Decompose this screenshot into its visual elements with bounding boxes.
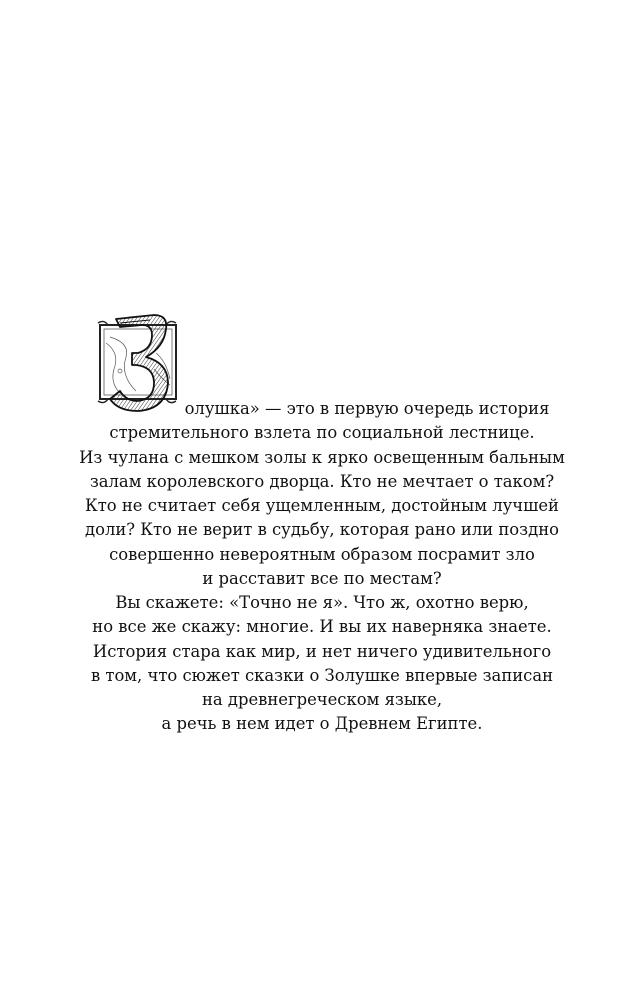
text-line: доли? Кто не верит в судьбу, которая рано или поздно	[84, 520, 559, 540]
text-line: Кто не считает себя ущемленным, достойным лучшей	[85, 496, 559, 515]
text-line: совершенно невероятным образом посрамит зло	[109, 544, 535, 564]
text-line: История стара как мир, и нет ничего удивительного	[92, 641, 552, 661]
text-line: в том, что сюжет сказки о Золушке впервые записан	[90, 665, 554, 685]
text-line: Вы скажете: «Точно не я». Что ж, охотно верю,	[115, 593, 529, 612]
text-line: а речь в нем идет о Древнем Египте.	[161, 714, 483, 734]
text-line: олушка» — это в первую очередь история	[184, 399, 550, 418]
body-text	[60, 397, 584, 737]
text-line: на древнегреческом языке,	[201, 690, 443, 709]
text-line: залам королевского дворца. Кто не мечтает о таком?	[89, 471, 555, 491]
text-line: стремительного взлета по социальной лестнице.	[109, 423, 535, 443]
text-line: и расставит все по местам?	[202, 568, 442, 588]
text-line: Из чулана с мешком золы к ярко освещенным бальным	[79, 447, 565, 467]
text-line: но все же скажу: многие. И вы их наверняка знаете.	[92, 617, 552, 637]
